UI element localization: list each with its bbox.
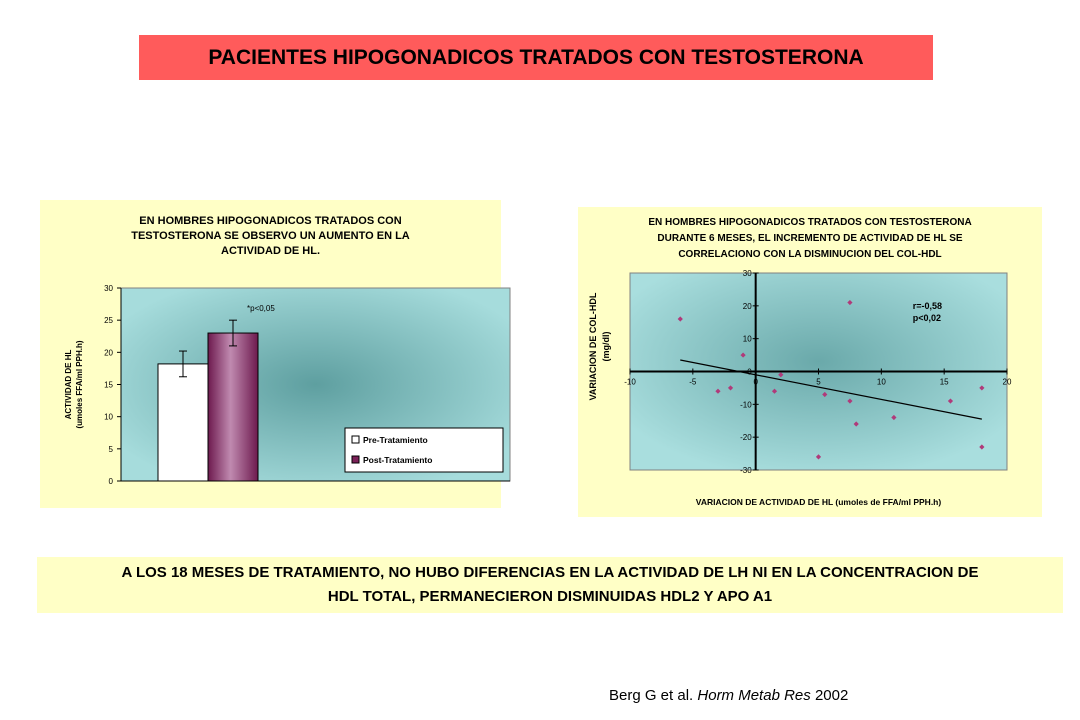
- scatter-x-tick-label: 20: [1002, 377, 1012, 387]
- bar-y-tick-label: 10: [104, 412, 113, 422]
- scatter-y-tick-label: -30: [740, 466, 752, 475]
- bar-significance-note: *p<0,05: [247, 304, 275, 313]
- bar-post: [208, 333, 258, 481]
- bar-chart-title-line: EN HOMBRES HIPOGONADICOS TRATADOS CON: [139, 215, 402, 227]
- scatter-y-tick-label: -10: [740, 400, 752, 410]
- scatter-y-axis-label-line: VARIACION DE COL-HDL: [588, 292, 598, 401]
- bar-y-tick-label: 0: [108, 477, 113, 486]
- citation-year: 2002: [814, 687, 849, 704]
- scatter-chart-title-line: EN HOMBRES HIPOGONADICOS TRATADOS CON TESTOSTERONA: [648, 217, 972, 228]
- scatter-y-tick-label: 10: [742, 334, 752, 344]
- bar-chart-title-line: ACTIVIDAD DE HL.: [221, 245, 320, 257]
- scatter-y-tick-label: 0: [747, 367, 752, 377]
- bar-pre: [158, 364, 208, 481]
- scatter-y-axis-label: [588, 292, 611, 400]
- bar-legend-label: Pre-Tratamiento: [363, 435, 428, 445]
- bar-y-tick-label: 20: [104, 348, 113, 358]
- conclusion-line: A LOS 18 MESES DE TRATAMIENTO, NO HUBO DIFERENCIAS EN LA ACTIVIDAD DE LH NI EN LA CONCENTRACION DE: [121, 564, 979, 581]
- scatter-y-tick-label: -20: [740, 433, 752, 443]
- bar-y-tick-label: 25: [104, 316, 113, 326]
- scatter-correlation-note-line: p<0,02: [912, 313, 942, 324]
- citation: [609, 687, 848, 704]
- bar-y-axis-label-line: ACTIVIDAD DE HL: [64, 349, 73, 420]
- citation-journal: Horm Metab Res: [697, 687, 811, 704]
- bar-y-axis-label-line: (umoles FFA/ml PPH.h): [75, 340, 84, 429]
- citation-authors: Berg G et al.: [609, 687, 694, 704]
- slide-title: PACIENTES HIPOGONADICOS TRATADOS CON TESTOSTERONA: [139, 35, 933, 80]
- conclusion-box: [37, 557, 1063, 613]
- scatter-y-tick-label: 30: [742, 269, 752, 278]
- scatter-correlation-note-line: r=-0,58: [912, 301, 943, 312]
- scatter-chart-title-line: DURANTE 6 MESES, EL INCREMENTO DE ACTIVIDAD DE HL SE: [657, 233, 963, 244]
- bar-y-tick-label: 30: [104, 284, 113, 293]
- scatter-chart-title-line: CORRELACIONO CON LA DISMINUCION DEL COL-HDL: [678, 249, 942, 260]
- scatter-x-tick-label: -10: [624, 377, 636, 387]
- scatter-x-tick-label: 15: [939, 377, 949, 387]
- conclusion-line: HDL TOTAL, PERMANECIERON DISMINUIDAS HDL2 Y APO A1: [327, 588, 773, 605]
- bar-legend-label: Post-Tratamiento: [363, 455, 433, 465]
- scatter-x-tick-label: 5: [816, 377, 821, 387]
- bar-y-tick-label: 15: [104, 380, 113, 390]
- scatter-y-tick-label: 20: [742, 301, 752, 311]
- scatter-x-tick-label: 10: [876, 377, 886, 387]
- scatter-x-tick-label: 0: [753, 377, 758, 387]
- bar-y-tick-label: 5: [108, 444, 113, 454]
- bar-y-axis-label: [64, 340, 84, 428]
- bar-legend-swatch: [352, 436, 359, 443]
- scatter-chart-panel: [578, 207, 1042, 517]
- bar-legend-swatch: [352, 456, 359, 463]
- scatter-x-axis-label: VARIACION DE ACTIVIDAD DE HL (umoles de FFA/ml PPH.h): [695, 497, 942, 507]
- bar-chart: [40, 200, 501, 508]
- scatter-y-axis-label-line: (mg/dl): [601, 331, 611, 362]
- scatter-x-tick-label: -5: [689, 377, 697, 387]
- bar-chart-title-line: TESTOSTERONA SE OBSERVO UN AUMENTO EN LA: [131, 230, 410, 242]
- scatter-chart: [578, 207, 1042, 517]
- bar-chart-panel: [40, 200, 501, 508]
